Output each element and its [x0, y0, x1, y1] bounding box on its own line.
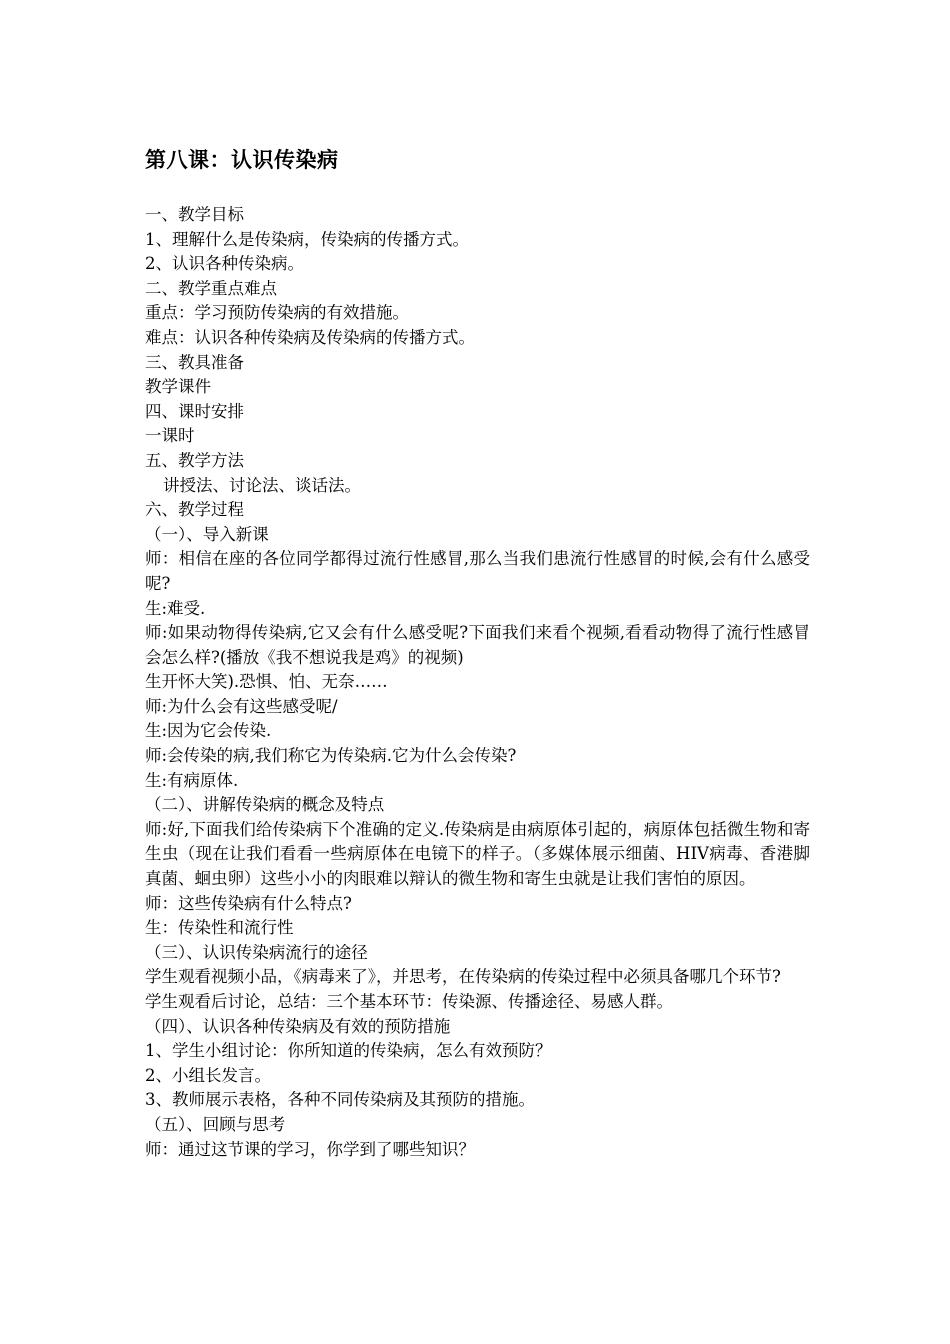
paragraph-line: 重点：学习预防传染病的有效措施。: [145, 303, 409, 323]
paragraph-line: 教学课件: [145, 377, 211, 397]
paragraph-line: 难点：认识各种传染病及传染病的传播方式。: [145, 327, 475, 347]
paragraph-line: 师:好,下面我们给传染病下个准确的定义.传染病是由病原体引起的，病原体包括微生物和寄生虫（现在让我们看看一些病原体在电镜下的样子。（多媒体展示细菌、HIV病毒、香港脚真菌、蛔虫卵）这些小小的肉眼难以辩认的微生物和寄生虫就是让我们害怕的原因。: [145, 819, 810, 889]
paragraph-line: 学生观看后讨论，总结：三个基本环节：传染源、传播途径、易感人群。: [145, 992, 673, 1011]
paragraph-line: （五）、回顾与思考: [145, 1114, 286, 1134]
document-title: 第八课：认识传染病: [145, 148, 339, 172]
paragraph-line: 三、教具准备: [145, 352, 244, 372]
document-body: [145, 203, 810, 1162]
paragraph-line: 生:因为它会传染.: [145, 721, 272, 741]
paragraph-line: 师:为什么会有这些感受呢/: [145, 696, 338, 716]
paragraph-line: 师:如果动物得传染病,它又会有什么感受呢?下面我们来看个视频,看看动物得了流行性感冒会怎么样?(播放《我不想说我是鸡》的视频): [145, 623, 810, 667]
paragraph-line: 一、教学目标: [145, 205, 244, 224]
paragraph-line: 生：传染性和流行性: [145, 918, 294, 938]
paragraph-line: 生开怀大笑).恐惧、怕、无奈……: [145, 672, 388, 692]
paragraph-line: （四）、认识各种传染病及有效的预防措施: [145, 1016, 451, 1036]
paragraph-line: 生:难受.: [145, 598, 206, 618]
paragraph-line: 六、教学过程: [145, 500, 244, 520]
paragraph-line: （一）、导入新课: [145, 524, 269, 544]
paragraph-line: 2、小组长发言。: [145, 1065, 271, 1085]
paragraph-line: （二）、讲解传染病的概念及特点: [145, 795, 385, 815]
paragraph-line: 生:有病原体.: [145, 770, 239, 790]
paragraph-line: 一课时: [145, 426, 195, 446]
paragraph-line: 学生观看视频小品，《病毒来了》，并思考，在传染病的传染过程中必须具备哪几个环节?: [145, 967, 781, 987]
paragraph-line: 五、教学方法: [145, 450, 244, 470]
paragraph-line: 师：通过这节课的学习，你学到了哪些知识？: [145, 1139, 475, 1159]
paragraph-line: 讲授法、讨论法、谈话法。: [163, 475, 361, 495]
paragraph-line: 2、认识各种传染病。: [145, 254, 304, 274]
paragraph-line: 师：这些传染病有什么特点?: [145, 893, 352, 913]
paragraph-line: （三）、认识传染病流行的途径: [145, 942, 368, 962]
paragraph-line: 1、理解什么是传染病，传染病的传播方式。: [145, 229, 469, 249]
paragraph-line: 1、学生小组讨论：你所知道的传染病，怎么有效预防？: [145, 1041, 552, 1061]
paragraph-line: 师:会传染的病,我们称它为传染病.它为什么会传染?: [145, 746, 517, 766]
paragraph-line: 二、教学重点难点: [145, 278, 277, 298]
document-page: [145, 145, 810, 1162]
paragraph-line: 师：相信在座的各位同学都得过流行性感冒,那么当我们患流行性感冒的时候,会有什么感受呢?: [145, 549, 810, 593]
paragraph-line: 四、课时安排: [145, 401, 244, 421]
paragraph-line: 3、教师展示表格，各种不同传染病及其预防的措施。: [145, 1090, 535, 1110]
